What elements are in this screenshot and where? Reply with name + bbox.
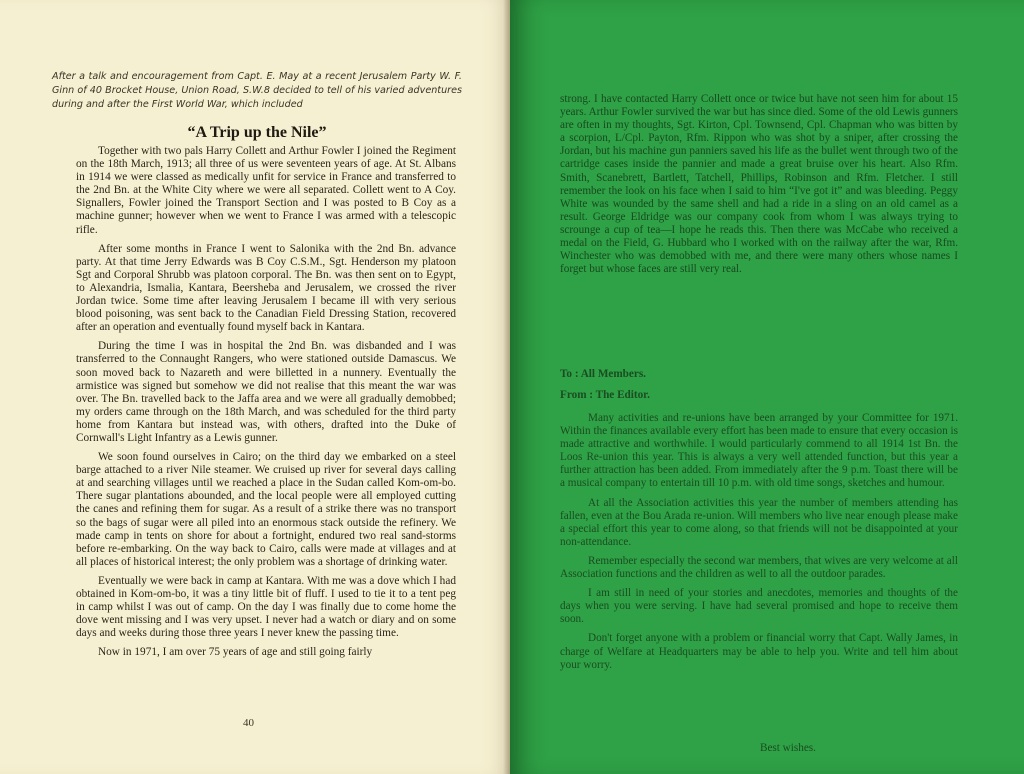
left-page (0, 0, 510, 774)
story-continuation (560, 93, 958, 276)
page-number: 40 (243, 717, 254, 729)
memo-paragraph: Many activities and re-unions have been arranged by your Committee for 1971. Within the finances available every effort has been made to ensure that every occasion is made attractive and worthwhile. I would particularly commend to all 1914 1st Bn. the Loos Re-union this year. This is always a very well attended function, but this year a further attraction has been added. From immediately after the 9 p.m. Toast there will be a musical company to entertain till 10 p.m. with old time songs, sketches and humour. (560, 412, 958, 490)
memo-paragraph: At all the Association activities this year the number of members attending has fallen, even at the Bou Arada re-union. Will members who live near enough please make a special effort this year to come along, so that friends will not be disappointed at your non-attendance. (560, 496, 958, 548)
memo-from: From : The Editor. (560, 389, 650, 401)
story-body (76, 145, 456, 665)
story-paragraph: Together with two pals Harry Collett and Arthur Fowler I joined the Regiment on the 18th March, 1913; all three of us were seventeen years of age. At St. Albans in 1914 we were classed as medically unfit for service in France and transferred to the 2nd Bn. at the White City where we were all separated. Collett went to A Coy. Signallers, Fowler joined the Transport Section and I was posted to B Coy as a machine gunner; however when we went to France I was armed with a telescopic rifle. (76, 145, 456, 236)
story-paragraph: During the time I was in hospital the 2nd Bn. was disbanded and I was transferred to the Connaught Rangers, who were stationed outside Damascus. We soon moved back to Nazareth and were billetted in a nunnery. Eventually the armistice was signed but somehow we did not realise that this meant the war was over. The Bn. travelled back to the Jaffa area and we were all gradually demobbed; my orders came through on the 18th March, and was scheduled for the third party home from Kantara but instead was, with others, drafted into the Duke of Cornwall's Light Infantry as a Lewis gunner. (76, 340, 456, 444)
memo-paragraph: I am still in need of your stories and anecdotes, memories and thoughts of the days when you were serving. I have had several promised and hope to receive them soon. (560, 587, 958, 626)
memo-to: To : All Members. (560, 368, 646, 380)
memo-closing: Best wishes. (760, 742, 816, 754)
story-paragraph: Now in 1971, I am over 75 years of age and still going fairly (98, 646, 373, 659)
story-paragraph: We soon found ourselves in Cairo; on the third day we embarked on a steel barge attached to a river Nile steamer. We cruised up river for several days calling at and searching villages until we reached a place in the Sudan called Kom-om-bo. There sugar plantations abounded, and the local people were all employed cutting the canes and refining them for sugar. As a result of a strike there was no transport so the bags of sugar were all piled into an enormous stack outside the refinery. We made camp in tents on shore for about a fortnight, endured two real sand-storms before re-embarking. On the way back to Cairo, calls were made at villages and at all places of historical interest; the only problem was a shortage of drinking water. (76, 451, 456, 568)
story-paragraph: After some months in France I went to Salonika with the 2nd Bn. advance party. At that time Jerry Edwards was B Coy C.S.M., Sgt. Henderson my platoon Sgt and Corporal Shrubb was platoon corporal. The Bn. was then sent on to Egypt, to Alexandria, Ismalia, Kantara, Beersheba and Jerusalem, we crossed the river Jordan twice. Some time after leaving Jerusalem I became ill with very serious blood poisoning, was sent back to the Canadian Field Dressing Station, recovered after an operation and eventually found myself back in Kantara. (76, 242, 456, 334)
story-intro: After a talk and encouragement from Capt. E. May at a recent Jerusalem Party W. F. Ginn of 40 Brocket House, Union Road, S.W.8 decided to tell of his varied adventures during and after the First World War, which included (52, 71, 462, 110)
story-paragraph: Eventually we were back in camp at Kantara. With me was a dove which I had obtained in Kom-om-bo, it was a tiny little bit of fluff. I used to tie it to a tent peg in camp whilst I was out of camp. On the day I was finally due to come home the dove went missing and I was very upset. I never had a watch or diary and on some days and weeks during those three years I never knew the passing time. (76, 574, 456, 640)
memo-paragraph: Remember especially the second war members, that wives are very welcome at all Association functions and the children as well to all the outdoor parades. (560, 554, 958, 581)
story-title: “A Trip up the Nile” (187, 124, 327, 141)
memo-paragraph: Don't forget anyone with a problem or financial worry that Capt. Wally James, in charge of Welfare at Headquarters may be able to help you. Write and tell him about your worry. (560, 632, 958, 671)
memo-body (560, 412, 958, 678)
continuation-paragraph: strong. I have contacted Harry Collett once or twice but have not seen him for about 15 years. Arthur Fowler survived the war but has since died. Some of the old Lewis gunners are often in my thoughts, Sgt. Kirton, Cpl. Townsend, Cpl. Chapman who was bitten by a scorpion, L/Cpl. Payton, Rfm. Rippon who was shot by a sniper, after crossing the Jordan, but his machine gun panniers saved his life as the bullet went through two of the cartridge cases inside the pannier and made a great bruise over his heart. Also Rfm. Smith, Scanebrett, Bartlett, Tatchell, Phillips, Robinson and Rfm. Fletcher. I still remember the look on his face when I said to him “I've got it” and was bleeding. Peggy White was wounded by the same shell and had a ride in a sling on an old camel as a result. George Eldridge was our company cook from whom I was always trying to scrounge a cup of tea—I hope he reads this. Then there was McCabe who received a medal on the Field, G. Hubbard who I worked with on the railway after the war, Rfm. Winchester who was demobbed with me, and there were many others whose names I forget but whose faces are still very real. (560, 93, 959, 276)
